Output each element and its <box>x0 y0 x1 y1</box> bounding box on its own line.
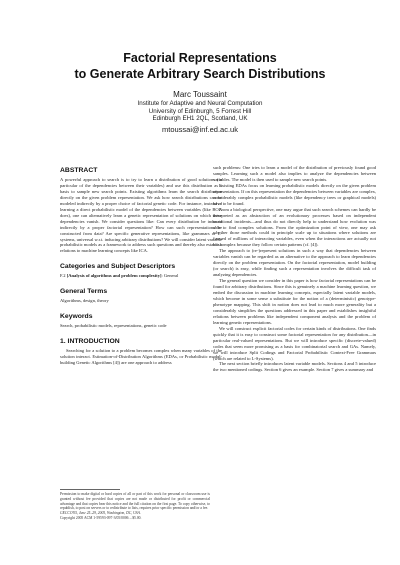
copyright-line: Copyright 2005 ACM 1-59593-097-3/05/0006 ...$5.00. <box>60 515 142 520</box>
body-paragraph: Existing EDAs focus on learning probabilistic models directly on the given problem representation. If on this representation the dependencies between variables are complex, considerably complex probabilistic models (like dependency trees or graphical models) have to be found. <box>213 182 376 206</box>
category-bold: [Analysis of algorithms and problem complexity] <box>66 273 162 279</box>
abstract-text: A powerful approach to search is to try to learn a distribution of good solutions (in particular of the dependencies between their variables) and use this distribution as a basis to sample new search points. Existing algorithms learn the search distribution directly on the given problem representation. We ask how search distributions can be modeled indirectly by a proper choice of factorial genetic code. For instance, instead of learning a direct probabilistic model of the dependencies between variables (like BOA does), one can alternatively learn a genetic representation of solutions on which these dependencies vanish. We consider questions like: Can every distribution be induced indirectly by a proper factorial representation? How can such representations be constructed from data? Are specific generative representations, like grammars or L-systems, universal w.r.t. inducing arbitrary distributions? We will consider latent variable probabilistic models as a framework to address such questions and thereby also establish relations to machine learning concepts like ICA. <box>60 177 222 254</box>
introduction-text: Searching for a solution to a problem becomes complex when many variables of the solution interact. Estimation-of-Distribution Algorithms (EDAs, or Probabilistic model-building Genetic Algorithms [4]) are one approach to address <box>60 348 222 366</box>
category-rest: : General <box>161 273 179 279</box>
introduction-heading: 1. INTRODUCTION <box>60 338 120 346</box>
abstract-heading: ABSTRACT <box>60 167 98 174</box>
right-column <box>213 165 376 373</box>
body-paragraph: such problems: One tries to learn a model of the distribution of previously found good samples. Learning such a model also implies to analyze the dependencies between variables. The model is then used to sample new search points. <box>213 165 376 182</box>
copyright-footnote <box>60 492 210 521</box>
body-paragraph: The next section briefly introduces latent variable models. Sections 4 and 5 introduce the two mentioned codings. Section 6 gives an example. Section 7 gives a summary and <box>213 361 376 373</box>
body-paragraph: The approach to (re-)represent solutions in such a way that dependencies between variables vanish can be regarded as an alternative to the approach to learn dependencies directly on the problem representation. On the factorial representation, model building (or search) is easy, while finding such a representation involves the difficult task of analyzing dependencies. <box>213 248 376 278</box>
general-terms-text: Algorithms, design, theory <box>60 298 109 304</box>
author-block <box>0 90 400 135</box>
left-column <box>60 163 222 366</box>
affiliation-line-3: Edinburgh EH1 2QL, Scotland, UK <box>152 115 248 123</box>
paper-title <box>0 50 400 82</box>
affiliation-line-1: Institute for Adaptive and Neural Computation <box>137 100 263 107</box>
body-paragraph: The general question we consider in this paper is how factorial representations can be found for arbitrary distributions. Since this is genuinely a machine learning question, we embed the discussion in machine learning concepts, especially latent variable models, which become in some sense a substitute for the notion of a (deterministic) genotype-phenotype mapping. This shift in notion does not lead to much more generality but a considerably simplifies the questions addressed in this paper and establishes insightful relations between problems like independent component analysis and the problem of learning genetic representations. <box>213 278 376 325</box>
affiliation-line-2: University of Edinburgh, 5 Forrest Hill <box>148 107 252 115</box>
body-paragraph: From a biological perspective, one may argue that such search schemes can hardly be interpreted as an abstraction of an evolutionary processes based on independent mutational incidents—and thus do not directly help to understand how evolution was able to find complex solutions. From the optimization point of view, one may ask whether those methods could in principle scale up to situations where solutions are formed of millions of interacting variables, even when the interactions are actually not too complex because they follow certain patterns (cf. [4]). <box>213 206 376 248</box>
title-line-2: to Generate Arbitrary Search Distributions <box>74 67 326 81</box>
keywords-text: Search, probabilistic models, representations, genetic code <box>60 323 167 329</box>
categories-heading: Categories and Subject Descriptors <box>60 263 176 271</box>
body-paragraph: We will construct explicit factorial codes for certain kinds of distributions. One finds quickly that it is easy to construct some factorial representation for any distribution—in particular real-valued representations. But we will introduce specific (discrete-valued) codes that seem more promising as a basis for combinatorial search and GAs. Namely, we will introduce Split Codings and Factorial Probabilistic Context-Free Grammars (which are related to L-Systems). <box>213 325 376 361</box>
permission-text: Permission to make digital or hard copies of all or part of this work for personal or classroom use is granted without fee provided that copies are not made or distributed for profit or commercial advantage and that copies bear this notice and the full citation on the first page. To copy otherwise, to republish, to post on servers or to redistribute to lists, requires prior specific permission and/or a fee. <box>60 492 210 511</box>
keywords-heading: Keywords <box>60 313 93 321</box>
author-name: Marc Toussaint <box>173 90 227 99</box>
title-line-1: Factorial Representations <box>123 51 277 65</box>
general-terms-heading: General Terms <box>60 288 108 296</box>
category-code: F.2 <box>60 273 66 279</box>
footnote-rule <box>60 489 120 490</box>
venue-line: GECCO'05, June 25–29, 2005, Washington, DC, USA. <box>60 511 141 515</box>
author-email: mtoussai@inf.ed.ac.uk <box>162 124 238 134</box>
